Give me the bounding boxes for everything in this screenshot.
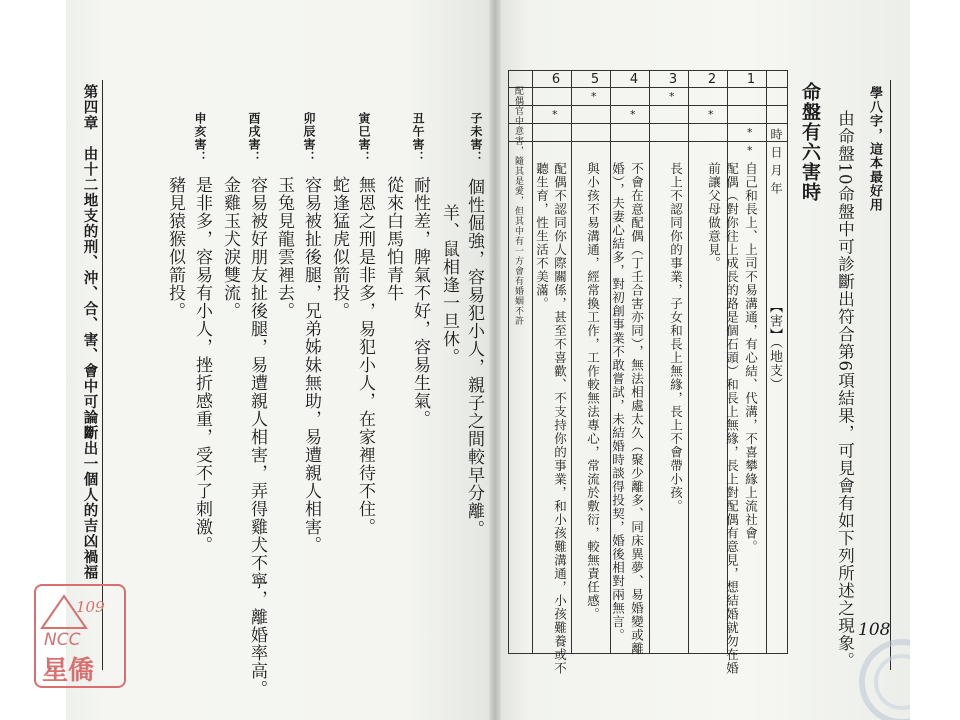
star-mark: * [747, 126, 753, 139]
entry-text-2a: 耐性差，脾氣不好，容易生氣。 [410, 176, 430, 428]
desc-6b: 聽生育，性生活不美滿。 [534, 162, 550, 311]
desc-6a: 配偶不認同你人際關係，甚至不喜歡、不支持你的事業，和小孩難溝通，小孩難養或不 [552, 162, 568, 675]
header-label-year: 年 [769, 182, 783, 195]
running-header: 學八字，這本最好用 [867, 86, 882, 212]
intro-text: 由命盤10命盤中可診斷出符合第6項結果，可見會有如下列所述之現象。 [835, 110, 855, 670]
table-col-line [532, 71, 533, 653]
header-label-hour: 時 [769, 128, 783, 141]
desc-2b: 前讓父母做意見。 [706, 162, 722, 270]
table-row-line [509, 141, 787, 142]
row-number-3: 3 [668, 72, 678, 87]
star-mark: * [552, 108, 558, 121]
entry-text-5b: 金雞玉犬淚雙流。 [220, 176, 240, 320]
header-label-day: 日 [769, 146, 783, 159]
table-row-line [509, 105, 787, 106]
entry-title-3: 寅巳害： [357, 112, 371, 164]
row-number-2: 2 [707, 72, 717, 87]
entry-title-2: 丑午害： [411, 112, 425, 164]
desc-4b: 婚），夫妻心結多，對初創事業不敢嘗試，未結婚時談得投契，婚後相對兩無言。 [610, 162, 626, 642]
star-mark: * [669, 90, 675, 103]
row-number-4: 4 [629, 72, 639, 87]
star-mark: * [591, 90, 597, 103]
entry-text-1b: 羊、鼠相逢一旦休。 [439, 204, 459, 366]
entry-text-3a: 無恩之刑是非多，易犯小人，在家裡待不住。 [355, 176, 375, 536]
publisher-stamp [34, 584, 126, 688]
page-number: 108 [858, 620, 891, 640]
entry-text-1a: 個性倔強，容易犯小人，親子之間較早分離。 [464, 178, 484, 538]
book-gutter [489, 0, 501, 720]
entry-title-1: 子未害： [469, 112, 483, 164]
table-tag: 【害】（地支） [767, 300, 782, 392]
table-row-line [509, 87, 787, 88]
desc-7: 配偶官中意害，隨其是愛，但其中有一方會有婚姻不許 [513, 86, 523, 326]
entry-text-4a: 容易被扯後腿，兄弟姊妹無助，易遭親人相害。 [301, 176, 321, 554]
entry-text-5a: 容易被好朋友扯後腿，易遭親人相害，弄得雞犬不寧，離婚率高。 [247, 176, 267, 698]
desc-4a: 不會在意配偶（丁壬合害亦同），無法相處太久（聚少離多、同床異夢、易婚變或離 [629, 162, 645, 656]
entry-text-4b: 玉兔見龍雲裡去。 [274, 176, 294, 320]
row-number-5: 5 [590, 72, 600, 87]
row-number-1: 1 [746, 72, 756, 87]
star-mark: * [708, 108, 714, 121]
entry-text-2b: 從來白馬怕青牛 [383, 176, 403, 302]
entry-text-6b: 豬見猿猴似箭投。 [165, 176, 185, 320]
page-corner-ornament [842, 632, 910, 720]
entry-text-6a: 是非多，容易有小人，挫折感重，受不了刺激。 [192, 176, 212, 554]
entry-title-4: 卯辰害： [302, 112, 316, 164]
entry-text-3b: 蛇逢猛虎似箭投。 [329, 176, 349, 320]
stamp-name: 星僑 [42, 656, 95, 686]
entry-title-5: 酉戌害： [247, 112, 261, 164]
row-number-6: 6 [551, 72, 561, 87]
star-mark: * [747, 144, 753, 157]
header-label-month: 月 [769, 164, 783, 177]
desc-2a: 配偶（對你往上成長的路是個石頭）和長上無緣，長上對配偶有意見，想結婚就勿在婚 [724, 162, 740, 675]
table-row-line [509, 123, 787, 124]
table-col-line [571, 71, 572, 653]
table-col-line [688, 71, 689, 653]
stamp-number: 109 [76, 598, 105, 616]
section-title: 命盤有六害時 [799, 82, 821, 202]
desc-5: 與小孩不易溝通，經常換工作，工作較無法專心，常流於敷衍，較無責任感。 [585, 162, 601, 621]
chapter-rule [102, 80, 103, 670]
entry-title-6: 申亥害： [193, 112, 207, 164]
desc-3: 長上不認同你的事業，子女和長上無緣，長上不會帶小孩。 [668, 162, 684, 513]
header-rule [890, 80, 891, 670]
desc-1: 自己和長上、上司不易溝通，有心結、代溝，不喜攀緣上流社會。 [743, 162, 759, 554]
table-col-line [649, 71, 650, 653]
chapter-title: 第四章 由十二地支的刑、沖、合、害、會中可論斷出一個人的吉凶禍福 [81, 84, 98, 580]
star-mark: * [630, 108, 636, 121]
stamp-letters: NCC [44, 630, 81, 650]
